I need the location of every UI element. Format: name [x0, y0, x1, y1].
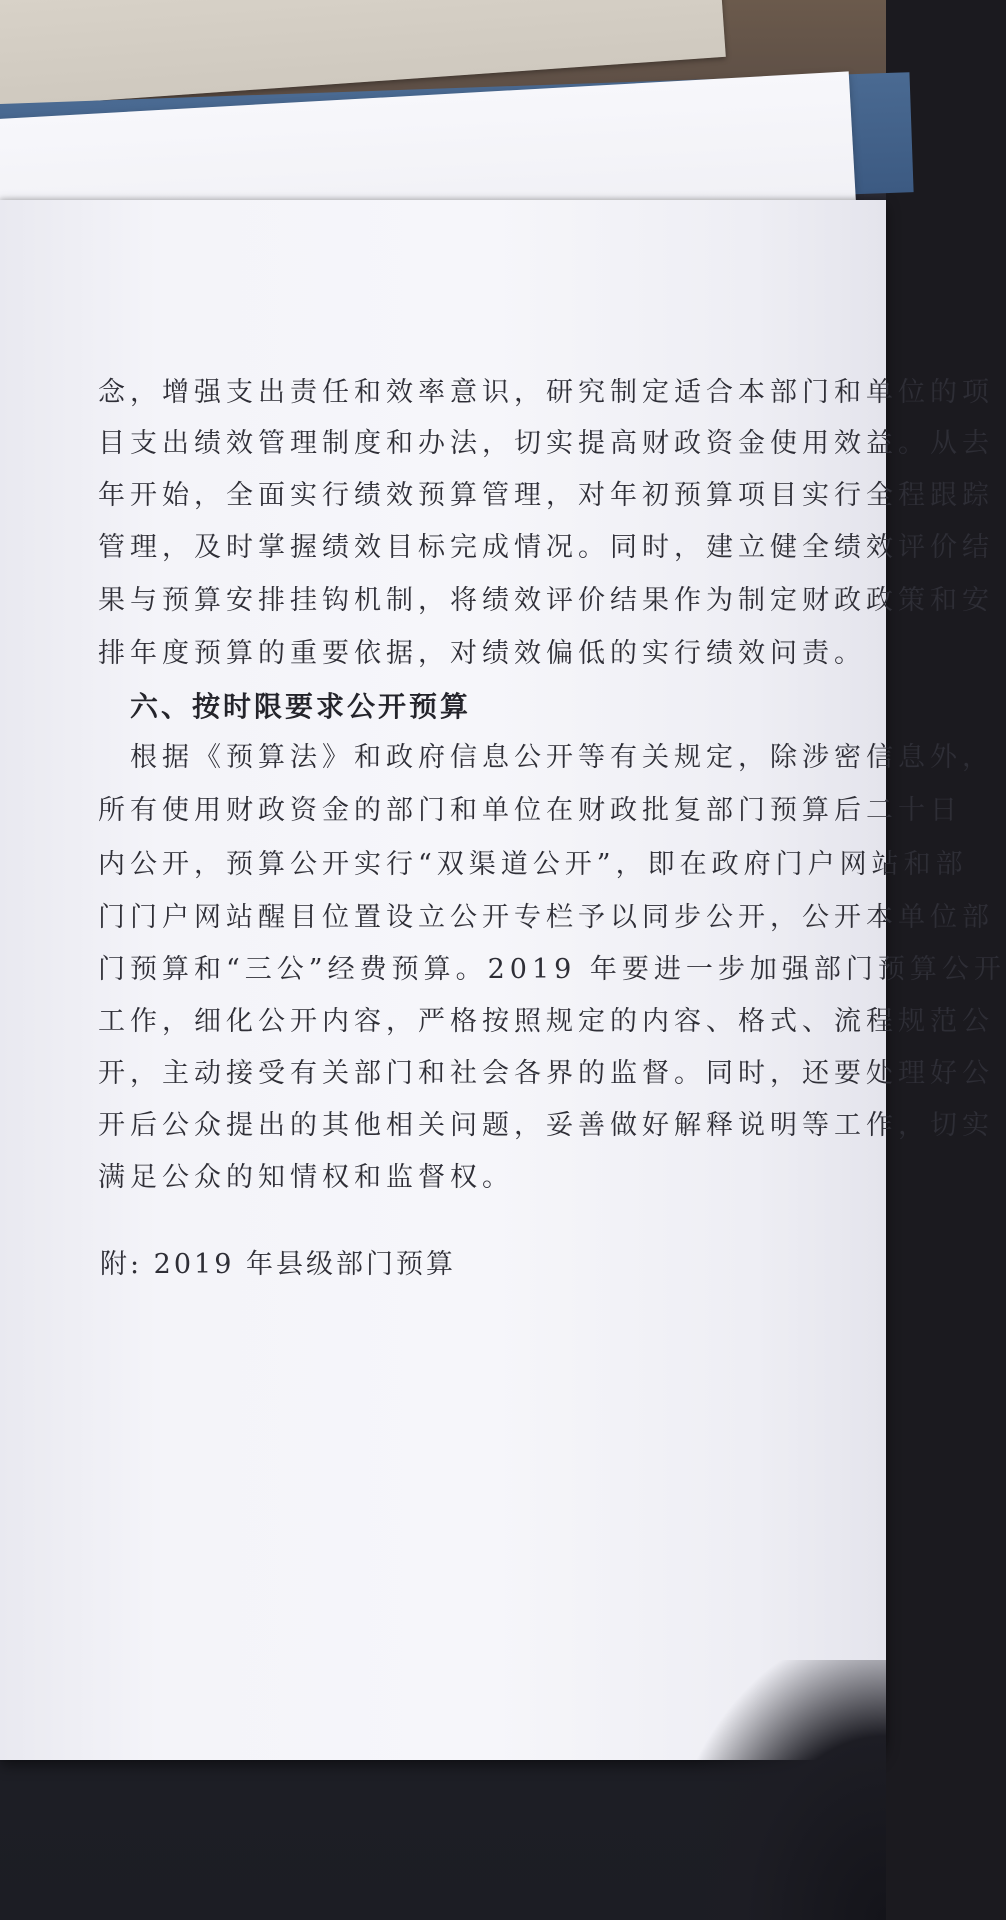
- section-paragraph-line: 开后公众提出的其他相关问题，妥善做好解释说明等工作，切实: [98, 1110, 994, 1141]
- section-paragraph-line: 内公开，预算公开实行“双渠道公开”，即在政府门户网站和部: [98, 849, 968, 880]
- paragraph-line: 念，增强支出责任和效率意识，研究制定适合本部门和单位的项: [98, 377, 994, 408]
- paragraph-line: 年开始，全面实行绩效预算管理，对年初预算项目实行全程跟踪: [98, 480, 994, 511]
- paragraph-line: 管理，及时掌握绩效目标完成情况。同时，建立健全绩效评价结: [98, 532, 994, 563]
- section-paragraph-line: 满足公众的知情权和监督权。: [98, 1162, 514, 1193]
- section-paragraph-line: 工作，细化公开内容，严格按照规定的内容、格式、流程规范公: [98, 1006, 994, 1037]
- section-paragraph-line: 所有使用财政资金的部门和单位在财政批复部门预算后二十日: [98, 795, 962, 826]
- document-content: [0, 200, 1006, 1760]
- dark-background-corner: [686, 1660, 886, 1920]
- paragraph-line: 排年度预算的重要依据，对绩效偏低的实行绩效问责。: [98, 638, 866, 669]
- section-paragraph-line: 门预算和“三公”经费预算。2019 年要进一步加强部门预算公开: [98, 954, 1006, 985]
- paragraph-line: 果与预算安排挂钩机制，将绩效评价结果作为制定财政政策和安: [98, 585, 994, 616]
- section-paragraph-line: 开，主动接受有关部门和社会各界的监督。同时，还要处理好公: [98, 1058, 994, 1089]
- section-paragraph-line: 门门户网站醒目位置设立公开专栏予以同步公开，公开本单位部: [98, 902, 994, 933]
- document-page: [0, 200, 1006, 1760]
- paragraph-line: 目支出绩效管理制度和办法，切实提高财政资金使用效益。从去: [98, 428, 994, 459]
- attachment-note: 附: 2019 年县级部门预算: [100, 1249, 456, 1280]
- section-paragraph-line: 根据《预算法》和政府信息公开等有关规定，除涉密信息外，: [130, 742, 994, 773]
- section-heading: 六、按时限要求公开预算: [130, 690, 472, 723]
